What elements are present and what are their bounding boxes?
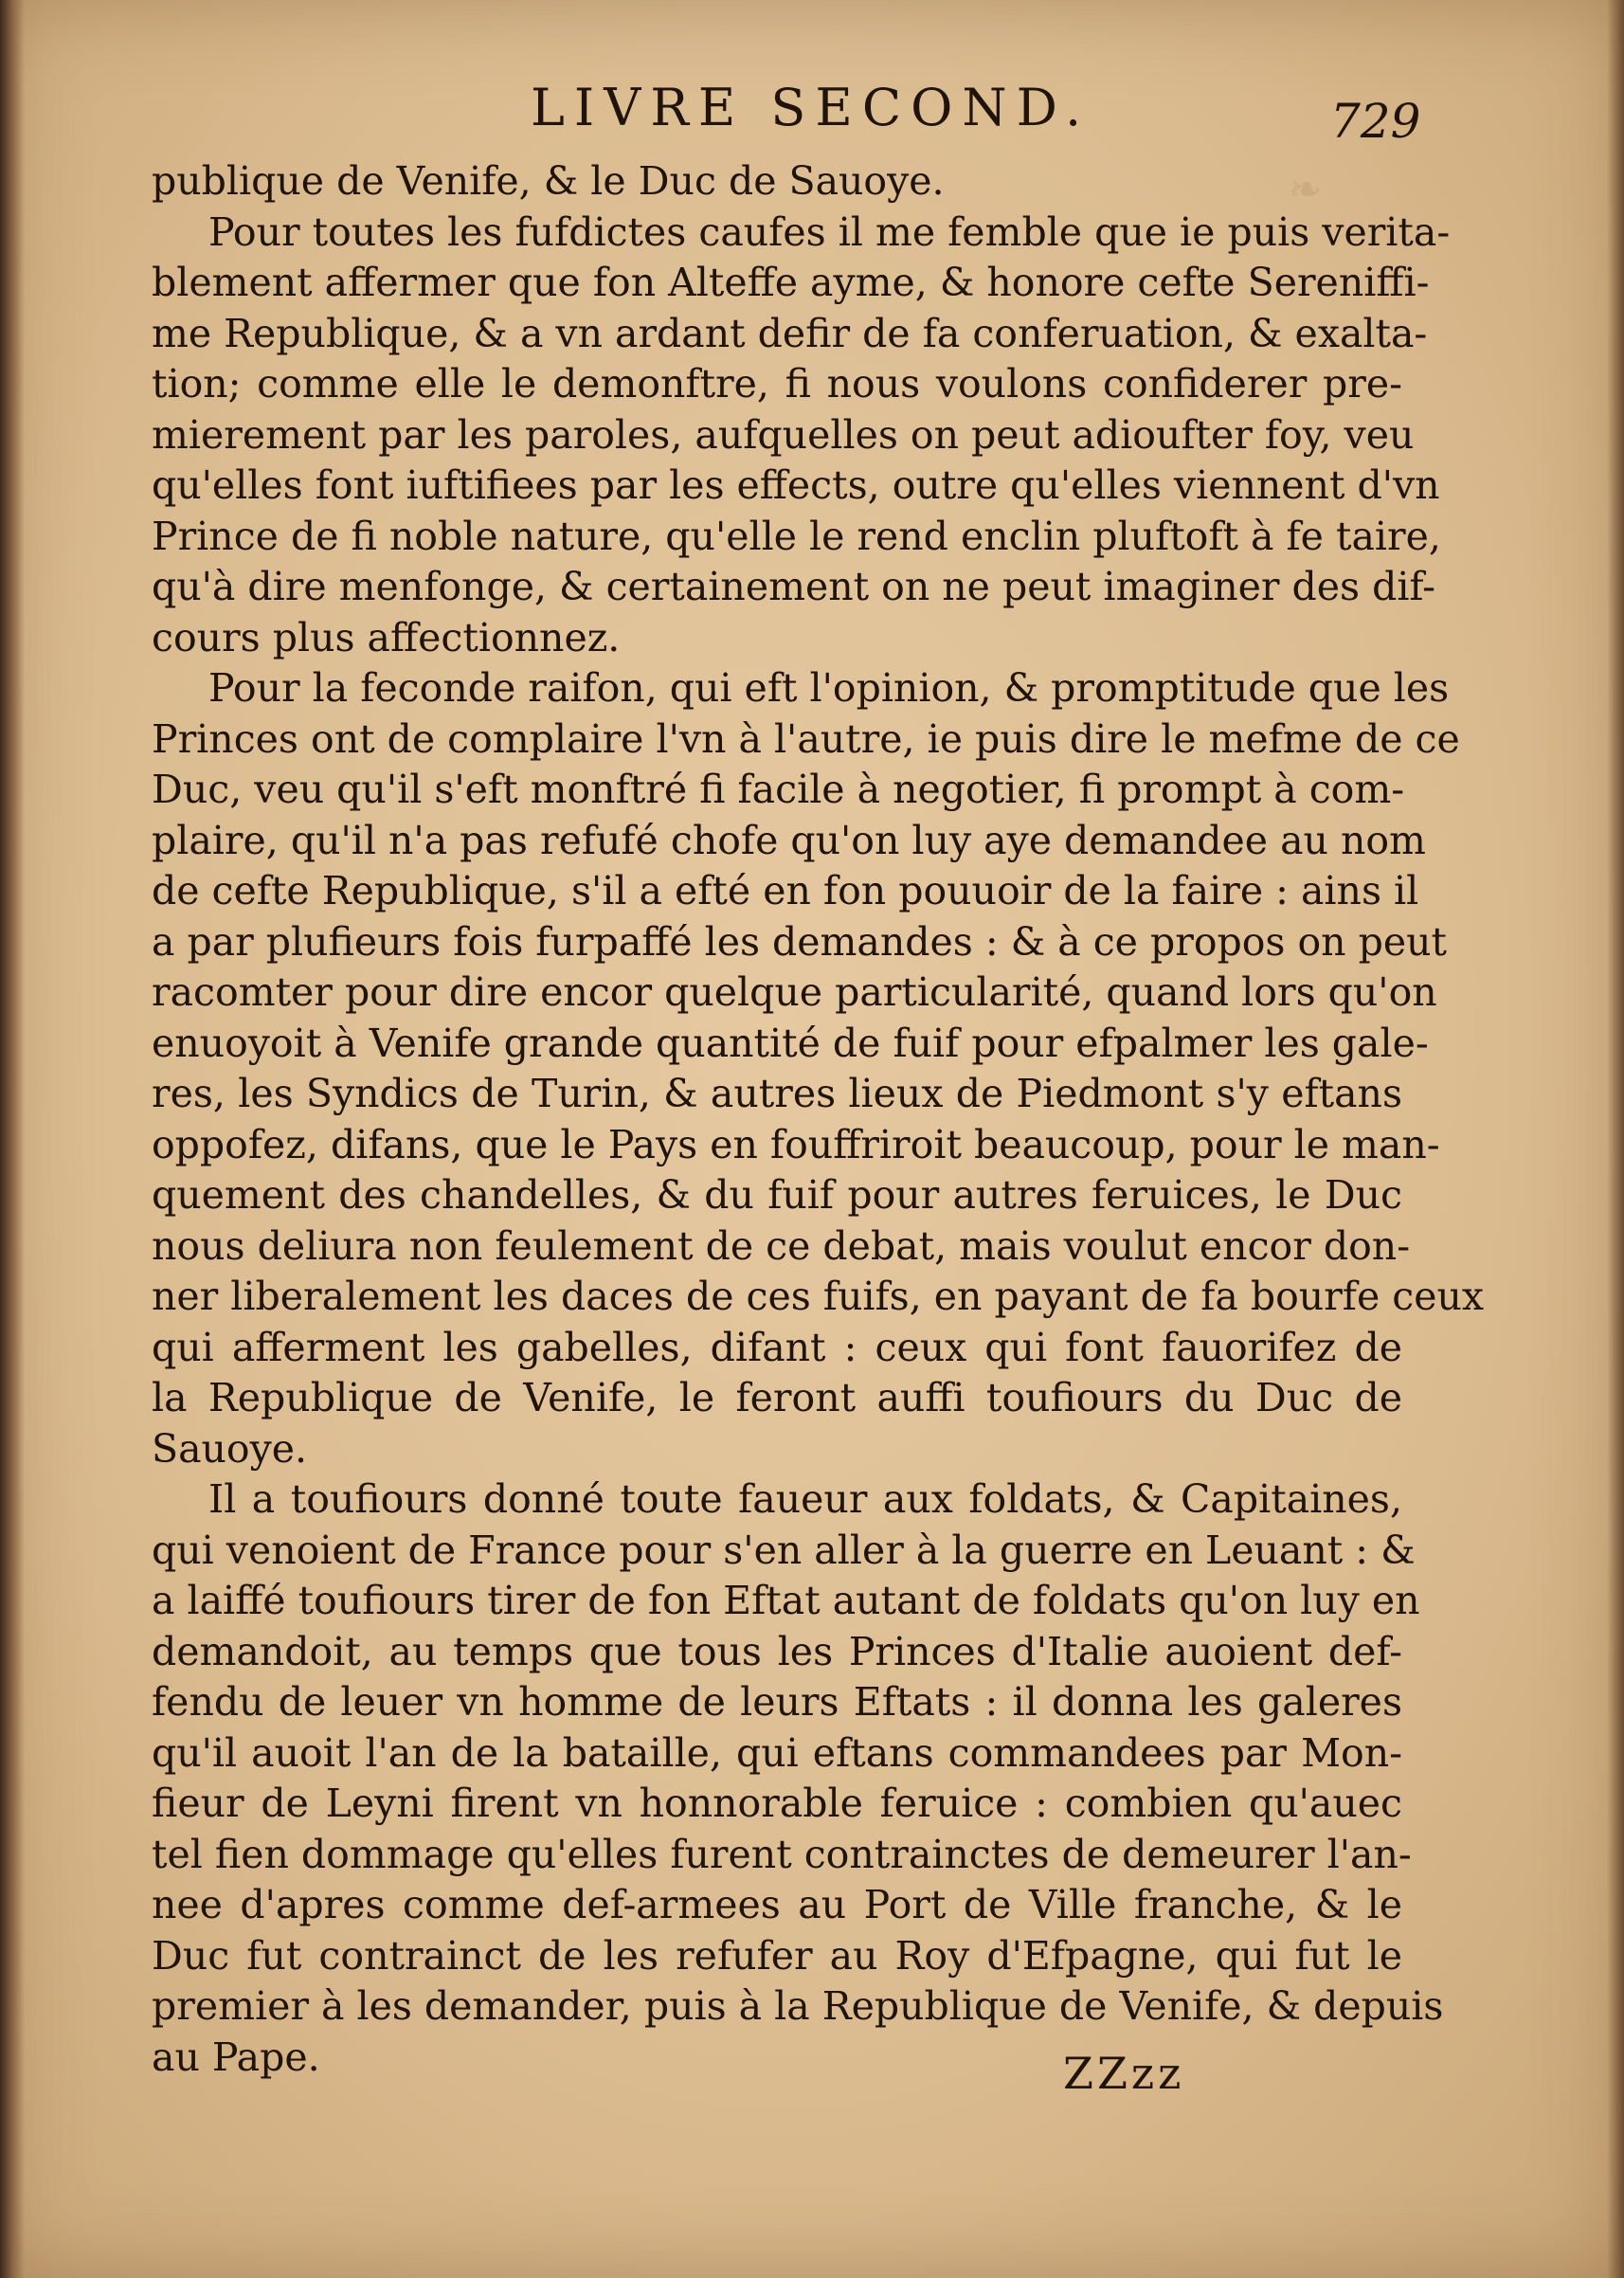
text-line: la Republique de Venife, le feront auffi toufiours du Duc de (152, 1375, 1402, 1420)
page-gutter-shadow (0, 0, 25, 2278)
text-line: a par plufieurs fois furpaffé les demandes : & à ce propos on peut (152, 918, 1448, 965)
text-line: Pour toutes les fufdictes caufes il me femble que ie puis verita- (208, 208, 1451, 255)
text-line: Duc, veu qu'il s'eft monftré fi facile à negotier, fi prompt à com- (152, 767, 1405, 812)
catchword: ZZzz (1063, 2048, 1185, 2099)
text-line: res, les Syndics de Turin, & autres lieux de Piedmont s'y eftans (152, 1071, 1402, 1116)
text-line: quement des chandelles, & du fuif pour autres feruices, le Duc (152, 1172, 1402, 1218)
text-line: nous deliura non feulement de ce debat, mais voulut encor don- (152, 1222, 1411, 1269)
paragraph (152, 663, 1485, 1474)
text-line: racomter pour dire encor quelque particularité, quand lors qu'on (152, 969, 1437, 1015)
text-line: fieur de Leyni firent vn honnorable feruice : combien qu'auec (152, 1781, 1402, 1826)
text-line: plaire, qu'il n'a pas refufé chofe qu'on luy aye demandee au nom (152, 817, 1426, 863)
text-line: Pour la feconde raifon, qui eft l'opinion, & promptitude que les (208, 665, 1450, 711)
page-number: 729 (1330, 94, 1421, 149)
text-line: oppofez, difans, que le Pays en fouffriroit beaucoup, pour le man- (152, 1121, 1440, 1167)
text-line: qu'à dire menfonge, & certainement on ne peut imaginer des dif- (152, 564, 1436, 609)
text-line: Duc fut contrainct de les refufer au Roy d'Efpagne, qui fut le (152, 1932, 1402, 1979)
text-line: Sauoye. (152, 1425, 308, 1472)
text-line: publique de Venife, & le Duc de Sauoye. (152, 158, 945, 204)
running-head: LIVRE SECOND. (531, 78, 1092, 137)
text-line: fendu de leuer vn homme de leurs Eftats : il donna les galeres (152, 1679, 1402, 1725)
paragraph (152, 208, 1451, 664)
text-line: Prince de fi noble nature, qu'elle le rend enclin pluftoft à fe taire, (152, 513, 1441, 559)
paragraph (152, 1474, 1444, 2083)
text-line: me Republique, & a vn ardant defir de fa conferuation, & exalta- (152, 310, 1428, 356)
body-text (152, 156, 1485, 2083)
text-line: blement affermer que fon Alteffe ayme, & honore cefte Sereniffi- (152, 260, 1430, 305)
text-line: ner liberalement les daces de ces fuifs, en payant de fa bourfe ceux (152, 1274, 1485, 1319)
text-line: mierement par les paroles, aufquelles on peut adioufter foy, veu (152, 411, 1415, 458)
text-line: de cefte Republique, s'il a efté en fon pouuoir de la faire : ains il (152, 868, 1419, 913)
text-line: qui venoient de France pour s'en aller à la guerre en Leuant : & (152, 1527, 1416, 1573)
text-line: tel fien dommage qu'elles furent contrainctes de demeurer l'an- (152, 1831, 1412, 1877)
text-line: cours plus affectionnez. (152, 614, 621, 660)
text-line: a laiffé toufiours tirer de fon Eftat autant de foldats qu'on luy en (152, 1578, 1420, 1623)
text-line: demandoit, au temps que tous les Princes d'Italie auoient def- (152, 1628, 1402, 1674)
text-line: enuoyoit à Venife grande quantité de fuif pour efpalmer les gale- (152, 1020, 1429, 1066)
page-edge-shadow (1607, 0, 1624, 2278)
text-line: Princes ont de complaire l'vn à l'autre, ie puis dire le mefme de ce (152, 715, 1460, 762)
text-line: au Pape. (152, 2034, 320, 2080)
text-line: premier à les demander, puis à la Republique de Venife, & depuis (152, 1983, 1444, 2029)
paragraph (152, 156, 1402, 208)
show-through-mark: ❧ (1289, 166, 1323, 212)
text-line: Il a toufiours donné toute faueur aux foldats, & Capitaines, (208, 1476, 1402, 1522)
text-line: qu'elles font iuftifiees par les effects, outre qu'elles viennent d'vn (152, 462, 1440, 508)
text-line: qu'il auoit l'an de la bataille, qui eftans commandees par Mon- (152, 1729, 1402, 1776)
text-line: nee d'apres comme def-armees au Port de Ville franche, & le (152, 1882, 1402, 1927)
text-line: tion; comme elle le demonftre, fi nous voulons confiderer pre- (152, 361, 1402, 407)
text-line: qui afferment les gabelles, difant : ceux qui font fauorifez de (152, 1324, 1402, 1370)
